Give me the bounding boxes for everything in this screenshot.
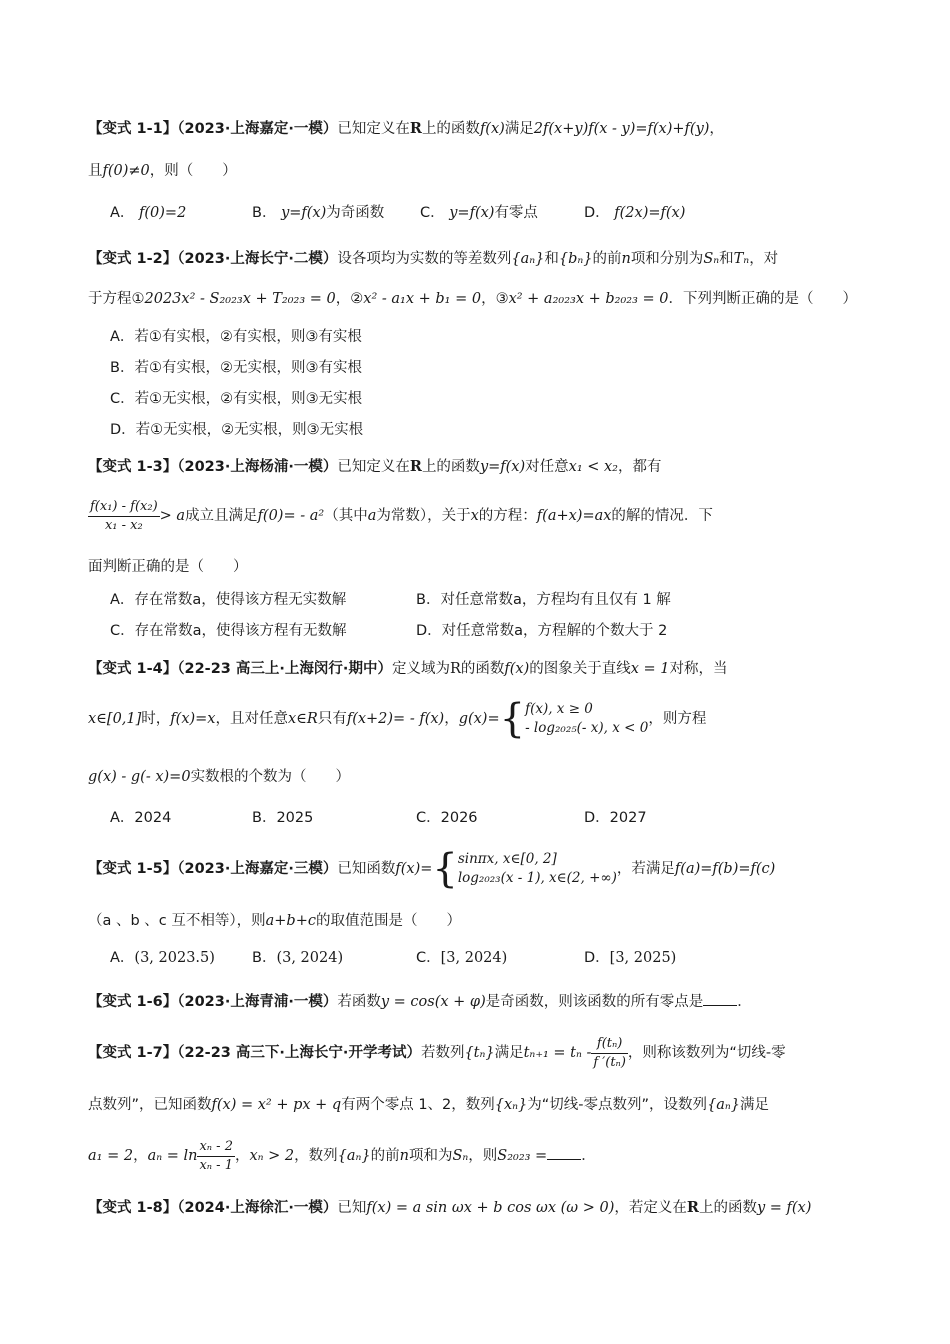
math-expr: xₙ > 2: [249, 1148, 295, 1164]
stem-text: 满足: [504, 121, 534, 137]
piecewise-cases: [525, 700, 648, 738]
log-fraction: [197, 1138, 235, 1175]
math-equation: g(x) - g(- x)=0: [88, 769, 191, 785]
problem-1-1-line-2: [88, 160, 890, 182]
option-b[interactable]: [252, 947, 416, 969]
math-expr: > a: [159, 508, 186, 524]
problem-1-3-options-row-1: [110, 589, 890, 611]
option-b[interactable]: [252, 807, 416, 829]
option-a[interactable]: [110, 202, 252, 224]
option-math: [3, 2024): [440, 950, 508, 966]
math-expr: tₙ₊₁ = tₙ -: [523, 1045, 592, 1061]
stem-text: 和: [544, 251, 559, 267]
option-math: [3, 2025): [609, 950, 677, 966]
math-expr: S₂₀₂₃ =: [497, 1148, 548, 1164]
problem-1-6-line-1: [88, 991, 890, 1013]
math-equation: x² - a₁x + b₁ = 0: [363, 291, 482, 307]
fraction-numerator: f(x₁) - f(x₂): [88, 498, 160, 517]
problem-1-4-options: [110, 807, 890, 829]
left-brace: {: [499, 696, 526, 742]
math-expr: aₙ = ln: [147, 1148, 198, 1164]
math-expr: f(x): [504, 661, 530, 677]
math-equation: 2f(x+y)f(x - y)=f(x)+f(y): [533, 121, 710, 137]
math-expr: Sₙ: [703, 251, 720, 267]
math-expr: {aₙ}: [707, 1097, 741, 1113]
stem-text: 已知函数: [337, 861, 396, 877]
stem-text: 已知定义在: [337, 121, 410, 137]
set-symbol: R: [449, 661, 461, 677]
problem-source: （2023·上海嘉定·一模）: [177, 121, 338, 137]
math-equation: f(a+x)=ax: [536, 508, 612, 524]
stem-text: ，都有: [618, 459, 662, 475]
stem-text: 上的函数: [421, 121, 480, 137]
stem-text: 的方程：: [478, 508, 537, 524]
problem-1-8-line-1: [88, 1197, 890, 1219]
option-c[interactable]: C．若①无实根，②有实根，则③无实根: [110, 391, 363, 407]
math-expr: n: [399, 1148, 409, 1164]
option-letter: B．: [252, 205, 277, 221]
problem-1-7-line-3: [88, 1132, 890, 1180]
fraction-denominator: xₙ - 1: [199, 1157, 233, 1173]
stem-text: ，则称该数列为“切线-零: [627, 1045, 786, 1061]
math-expr: f(x)=: [395, 861, 433, 877]
option-b[interactable]: B．若①有实根，②无实根，则③有实根: [110, 360, 362, 376]
math-expr: {aₙ}: [511, 251, 545, 267]
problem-label: 【变式 1-6】: [88, 994, 178, 1010]
problem-label: 【变式 1-8】: [88, 1200, 178, 1216]
option-a[interactable]: A．若①有实根，②有实根，则③有实根: [110, 329, 362, 345]
piecewise-case: f(x), x ≥ 0: [525, 701, 593, 717]
stem-text: （其中: [324, 508, 368, 524]
stem-text: ，: [709, 121, 724, 137]
option-letter: A．: [110, 205, 135, 221]
option-text: 2024: [134, 810, 172, 826]
math-expr: {tₙ}: [464, 1045, 495, 1061]
math-expr: x∈R: [287, 711, 318, 727]
option-a[interactable]: [110, 807, 252, 829]
option-letter: D．: [584, 950, 610, 966]
math-equation: x² + a₂₀₂₃x + b₂₀₂₃ = 0: [508, 291, 669, 307]
set-symbol: R: [686, 1199, 699, 1216]
math-expr: x = 1: [630, 661, 670, 677]
problem-label: 【变式 1-4】: [88, 661, 178, 677]
problem-1-1-line-1: [88, 118, 890, 140]
stem-text: 对称，当: [669, 661, 728, 677]
math-expr: f(0)= - a²: [257, 508, 325, 524]
math-expr: Tₙ: [733, 251, 750, 267]
stem-text: 上的函数: [698, 1200, 757, 1216]
piecewise-cases: [458, 850, 617, 888]
problem-label: 【变式 1-1】: [88, 121, 178, 137]
option-letter: C．: [416, 810, 441, 826]
piecewise-case: sinπx, x∈[0, 2]: [457, 851, 557, 867]
option-text: 2027: [609, 810, 647, 826]
option-letter: A．: [110, 810, 135, 826]
stem-text: ，且对任意: [215, 711, 288, 727]
stem-text: 已知: [337, 1200, 367, 1216]
option-math: (3, 2024): [276, 950, 344, 966]
problem-1-3-line-1: [88, 456, 890, 478]
option-letter: B．: [252, 810, 277, 826]
stem-text: 的函数: [460, 661, 505, 677]
stem-text: 的解的情况．下: [611, 508, 713, 524]
problem-1-3-line-3: 面判断正确的是（ ）: [88, 559, 248, 575]
option-text: 2025: [276, 810, 314, 826]
stem-text: 实数根的个数为（ ）: [190, 769, 351, 785]
option-letter: D．: [584, 205, 610, 221]
math-expr: f(x)=x: [170, 711, 216, 727]
option-d[interactable]: [584, 202, 685, 224]
stem-text: 已知定义在: [337, 459, 410, 475]
problem-source: （2023·上海杨浦·一模）: [177, 459, 338, 475]
stem-text: 若函数: [337, 994, 381, 1010]
stem-text: ，若定义在: [614, 1200, 687, 1216]
math-expr: {xₙ}: [494, 1097, 528, 1113]
problem-label: 【变式 1-5】: [88, 861, 178, 877]
problem-1-2-line-2: [88, 288, 890, 310]
stem-text: ，对: [749, 251, 779, 267]
option-letter: A．: [110, 950, 135, 966]
problem-source: （22-23 高三上·上海闵行·期中）: [177, 661, 392, 677]
option-d[interactable]: [584, 807, 647, 829]
stem-text: 定义域为: [391, 661, 450, 677]
problem-label: 【变式 1-2】: [88, 251, 178, 267]
stem-text: 为“切线-零点数列”，设数列: [527, 1097, 708, 1113]
math-expr: n: [621, 251, 631, 267]
math-expr: {aₙ}: [337, 1148, 371, 1164]
math-expr: g(x)=: [458, 711, 500, 727]
math-expr: {bₙ}: [558, 251, 593, 267]
stem-text: 成立且满足: [185, 508, 258, 524]
option-c[interactable]: [416, 947, 584, 969]
stem-text: 且: [88, 163, 103, 179]
stem-text: ．下列判断正确的是（ ）: [668, 291, 858, 307]
stem-text: 时，: [141, 711, 171, 727]
stem-text: 和: [719, 251, 734, 267]
stem-text: ．: [737, 994, 752, 1010]
set-symbol: R: [409, 120, 422, 137]
problem-1-5-line-2: [88, 910, 890, 932]
stem-text: 满足: [494, 1045, 524, 1061]
problem-label: 【变式 1-7】: [88, 1045, 178, 1061]
math-equation: f(x) = a sin ωx + b cos ωx (ω > 0): [366, 1200, 615, 1216]
math-expr: a: [367, 508, 377, 524]
option-text: 有零点: [494, 205, 538, 221]
fraction-denominator: x₁ - x₂: [104, 517, 143, 533]
newton-fraction: [591, 1035, 628, 1072]
problem-1-7-line-1: [88, 1030, 890, 1076]
problem-source: （22-23 高三下·上海长宁·开学考试）: [177, 1045, 421, 1061]
option-math: f(2x)=f(x): [614, 205, 686, 221]
math-expr: y = f(x): [756, 1200, 812, 1216]
option-d[interactable]: [584, 947, 676, 969]
stem-text: ，: [133, 1148, 148, 1164]
problem-1-5-line-1: [88, 844, 890, 894]
stem-text: 于方程①: [88, 291, 145, 307]
option-text: 为奇函数: [326, 205, 385, 221]
set-symbol: R: [409, 458, 422, 475]
problem-1-7-line-2: [88, 1094, 890, 1116]
stem-text: 项和为: [408, 1148, 453, 1164]
stem-text: ，: [444, 711, 459, 727]
stem-text: ，数列: [294, 1148, 338, 1164]
problem-1-4-line-1: [88, 658, 890, 680]
stem-text: ，: [234, 1148, 250, 1164]
math-equation: f(a)=f(b)=f(c): [674, 861, 776, 877]
problem-source: （2024·上海徐汇·一模）: [177, 1200, 338, 1216]
option-letter: C．: [420, 205, 445, 221]
stem-text: ，则方程: [648, 711, 707, 727]
math-equation: y = cos(x + φ): [380, 994, 486, 1010]
option-math: y=f(x): [281, 205, 327, 221]
stem-text: ，③: [481, 291, 509, 307]
problem-label: 【变式 1-3】: [88, 459, 178, 475]
math-expr: f(x): [479, 121, 505, 137]
stem-text: 的前: [370, 1148, 400, 1164]
fraction-numerator: xₙ - 2: [197, 1138, 235, 1157]
problem-1-4-line-3: [88, 766, 890, 788]
stem-text: ，②: [335, 291, 364, 307]
stem-text: 的前: [592, 251, 622, 267]
math-expr: f(0)≠0: [102, 163, 150, 179]
math-expr: a₁ = 2: [88, 1148, 134, 1164]
stem-text: 的图象关于直线: [529, 661, 631, 677]
problem-source: （2023·上海青浦·一模）: [177, 994, 338, 1010]
answer-blank[interactable]: [547, 1145, 581, 1160]
stem-text: （a 、b 、c 互不相等），则: [88, 913, 266, 929]
option-letter: B．: [252, 950, 277, 966]
math-equation: f(x) = x² + px + q: [211, 1097, 342, 1113]
stem-text: 满足: [740, 1097, 770, 1113]
stem-text: 只有: [317, 711, 347, 727]
problem-1-3-line-2: [88, 494, 890, 538]
problem-source: （2023·上海长宁·二模）: [177, 251, 338, 267]
stem-text: ，则（ ）: [149, 163, 237, 179]
answer-blank[interactable]: [703, 991, 737, 1006]
stem-text: ，若满足: [616, 861, 675, 877]
stem-text: 点数列”，已知函数: [88, 1097, 212, 1113]
stem-text: 的取值范围是（ ）: [316, 913, 461, 929]
stem-text: 为常数），关于: [376, 508, 471, 524]
option-d[interactable]: D．若①无实根，②无实根，则③无实根: [110, 422, 364, 438]
math-expr: x: [470, 508, 479, 524]
stem-text: ．: [581, 1148, 596, 1164]
option-c[interactable]: [416, 807, 584, 829]
option-c[interactable]: [420, 202, 584, 224]
fraction-denominator: f ′(tₙ): [593, 1054, 626, 1070]
stem-text: 对任意: [525, 459, 569, 475]
stem-text: 上的函数: [421, 459, 480, 475]
problem-1-5-options: [110, 947, 890, 969]
math-expr: Sₙ: [452, 1148, 469, 1164]
option-d[interactable]: D．对任意常数a，方程解的个数大于 2: [416, 623, 668, 639]
option-math: y=f(x): [449, 205, 495, 221]
math-equation: f(x+2)= - f(x): [346, 711, 445, 727]
option-a[interactable]: [110, 947, 252, 969]
math-expr: y=f(x): [479, 459, 526, 475]
stem-text: 有两个零点 1、2，数列: [341, 1097, 495, 1113]
fraction-numerator: f(tₙ): [591, 1035, 628, 1054]
piecewise-case: - log₂₀₂₅(- x), x < 0: [525, 720, 649, 736]
stem-text: 项和分别为: [630, 251, 704, 267]
math-expr: x∈[0,1]: [88, 711, 142, 727]
problem-1-3-options-row-2: [110, 620, 890, 642]
problem-1-4-line-2: [88, 696, 890, 742]
option-a[interactable]: A．存在常数a，使得该方程无实数解: [110, 592, 347, 608]
math-expr: x₁ < x₂: [568, 459, 618, 475]
problem-1-1-options: [110, 202, 890, 224]
stem-text: ，则: [468, 1148, 498, 1164]
stem-text: 是奇函数，则该函数的所有零点是: [485, 994, 704, 1010]
option-c[interactable]: C．存在常数a，使得该方程有无数解: [110, 623, 347, 639]
stem-text: 设各项均为实数的等差数列: [337, 251, 512, 267]
option-b[interactable]: B．对任意常数a，方程均有且仅有 1 解: [416, 592, 671, 608]
left-brace: {: [432, 846, 458, 892]
piecewise-case: log₂₀₂₃(x - 1), x∈(2, +∞): [457, 870, 617, 886]
math-expr: a+b+c: [265, 913, 316, 929]
difference-quotient-fraction: [88, 498, 160, 535]
option-math: f(0)=2: [139, 205, 187, 221]
problem-1-2-line-1: [88, 248, 890, 270]
option-letter: C．: [416, 950, 441, 966]
option-math: (3, 2023.5): [134, 950, 215, 966]
option-text: 2026: [440, 810, 478, 826]
option-b[interactable]: [252, 202, 420, 224]
stem-text: 若数列: [420, 1045, 465, 1061]
option-letter: D．: [584, 810, 610, 826]
problem-source: （2023·上海嘉定·三模）: [177, 861, 338, 877]
math-equation: 2023x² - S₂₀₂₃x + T₂₀₂₃ = 0: [144, 291, 336, 307]
